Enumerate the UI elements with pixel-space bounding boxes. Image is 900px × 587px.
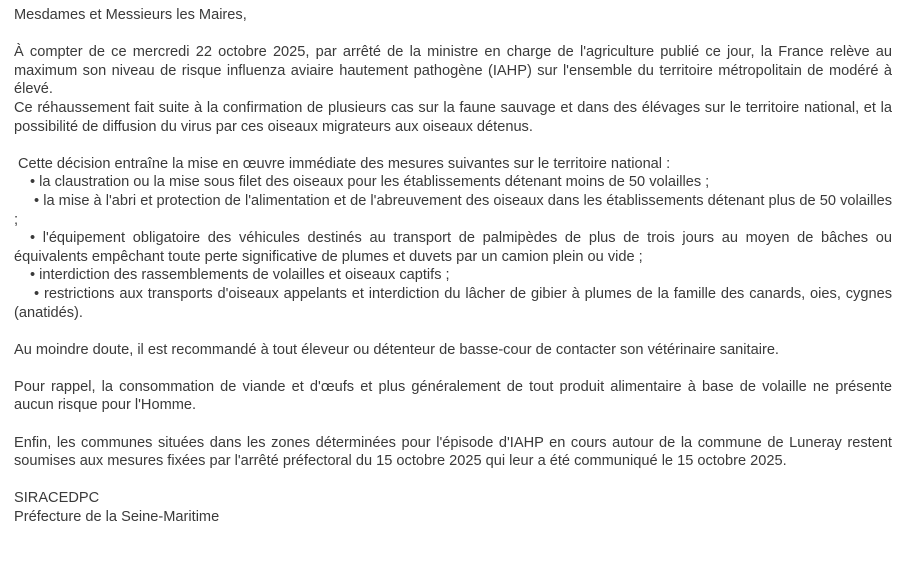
spacer	[14, 359, 892, 378]
salutation: Mesdames et Messieurs les Maires,	[14, 7, 247, 23]
letter-body	[14, 6, 892, 527]
paragraph-risk-level: À compter de ce mercredi 22 octobre 2025, par arrêté de la ministre en charge de l'agriculture publié ce jour, la France relève au maximum son niveau de risque influenza aviaire hautement pathogène (IAHP) sur l'ensemble du territoire métropolitain de modéré à élevé.	[14, 44, 892, 98]
signature-service: SIRACEDPC	[14, 490, 100, 507]
spacer	[14, 471, 892, 490]
spacer	[14, 136, 892, 155]
measure-item: • la mise à l'abri et protection de l'alimentation et de l'abreuvement des oiseaux dans les établissements détenant plus de 50 volailles ;	[14, 192, 892, 228]
spacer	[14, 415, 892, 434]
spacer	[14, 25, 892, 44]
measure-item: • restrictions aux transports d'oiseaux appelants et interdiction du lâcher de gibier à plumes de la famille des canards, oies, cygnes (anatidés).	[14, 285, 892, 321]
paragraph-food-safety: Pour rappel, la consommation de viande et d'œufs et plus généralement de tout produit alimentaire à base de volaille ne présente aucun risque pour l'Homme.	[14, 378, 892, 414]
paragraph-reason: Ce réhaussement fait suite à la confirmation de plusieurs cas sur la faune sauvage et dans des élévages sur le territoire national, et la possibilité de diffusion du virus par ces oiseaux migrateurs aux oiseaux détenus.	[14, 99, 892, 135]
signature-prefecture: Préfecture de la Seine-Maritime	[14, 509, 220, 526]
spacer	[14, 322, 892, 341]
measure-item: • l'équipement obligatoire des véhicules destinés au transport de palmipèdes de plus de trois jours au moyen de bâches ou équivalents empêchant toute perte significative de plumes et duvets par un camion plein ou vide ;	[14, 230, 892, 265]
measures-intro: Cette décision entraîne la mise en œuvre immédiate des mesures suivantes sur le territoire national :	[18, 155, 671, 172]
paragraph-zones: Enfin, les communes situées dans les zones déterminées pour l'épisode d'IAHP en cours autour de la commune de Luneray restent soumises aux mesures fixées par l'arrêté préfectoral du 15 octobre 2025 qui leur a été communiqué le 15 octobre 2025.	[14, 434, 892, 470]
measure-item: • la claustration ou la mise sous filet des oiseaux pour les établissements détenant moins de 50 volailles ;	[30, 174, 710, 191]
paragraph-veterinarian: Au moindre doute, il est recommandé à tout éleveur ou détenteur de basse-cour de contacter son vétérinaire sanitaire.	[14, 341, 779, 358]
measure-item: • interdiction des rassemblements de volailles et oiseaux captifs ;	[30, 267, 450, 284]
